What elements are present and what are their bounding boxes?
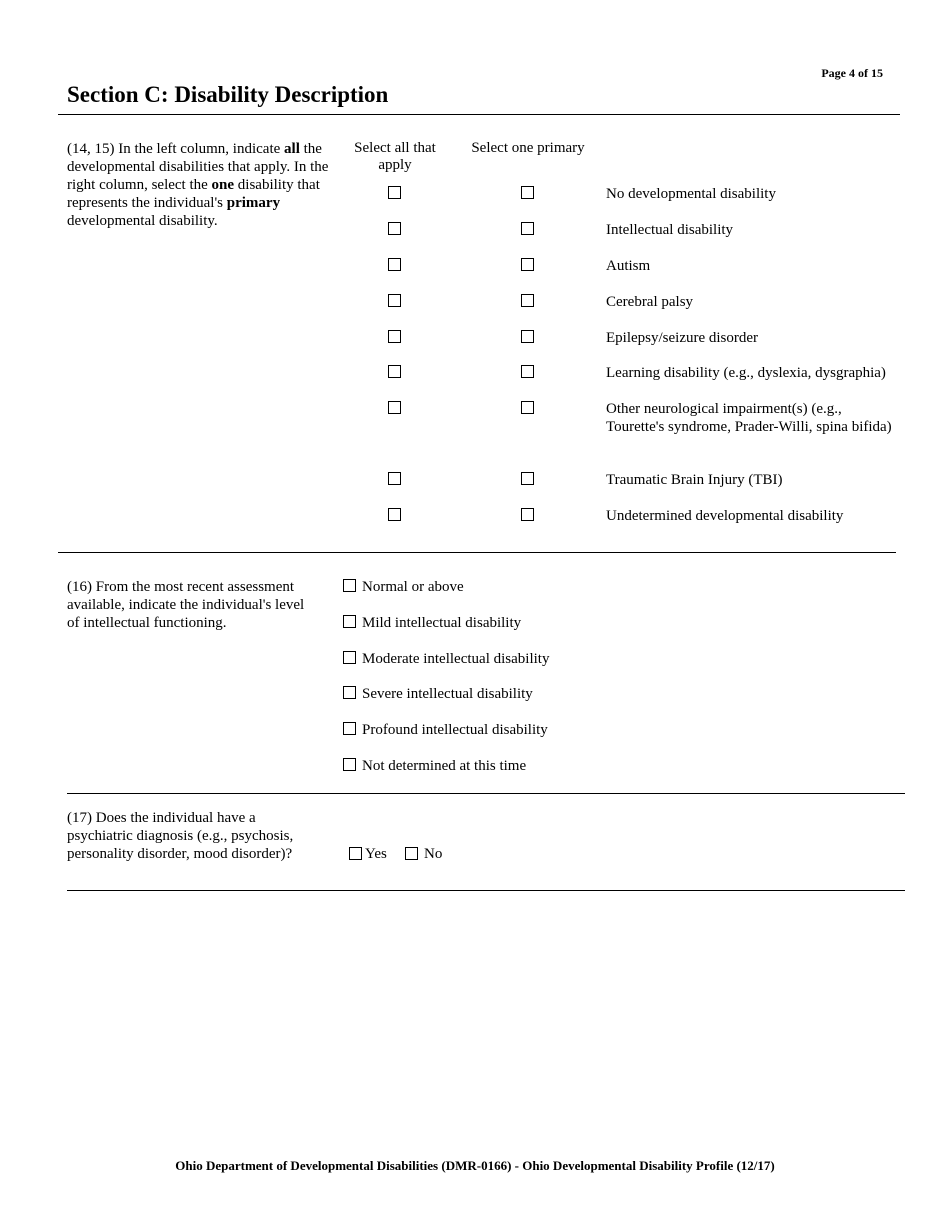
intellectual-level-checkbox[interactable] bbox=[343, 686, 356, 699]
select-all-checkbox[interactable] bbox=[388, 258, 401, 271]
disability-option-label: Autism bbox=[606, 258, 651, 274]
q16-divider bbox=[67, 793, 905, 794]
q14-15-prompt-part: all bbox=[284, 141, 300, 157]
select-all-checkbox[interactable] bbox=[388, 401, 401, 414]
section-title: Section C: Disability Description bbox=[67, 82, 389, 107]
intellectual-level-checkbox[interactable] bbox=[343, 722, 356, 735]
disability-option-label: Learning disability (e.g., dyslexia, dysgraphia) bbox=[606, 365, 886, 381]
select-all-checkbox[interactable] bbox=[388, 508, 401, 521]
q14-15-divider bbox=[58, 552, 896, 553]
select-all-checkbox[interactable] bbox=[388, 330, 401, 343]
select-all-checkbox[interactable] bbox=[388, 472, 401, 485]
select-primary-checkbox[interactable] bbox=[521, 294, 534, 307]
select-primary-checkbox[interactable] bbox=[521, 186, 534, 199]
intellectual-level-checkbox[interactable] bbox=[343, 579, 356, 592]
q14-15-prompt-part: primary bbox=[226, 195, 281, 211]
intellectual-level-label: Moderate intellectual disability bbox=[362, 650, 550, 667]
intellectual-level-label: Mild intellectual disability bbox=[362, 614, 522, 631]
q14-15-prompt-part: one bbox=[211, 177, 235, 193]
select-primary-checkbox[interactable] bbox=[521, 365, 534, 378]
q17-no-label: No bbox=[424, 846, 443, 862]
select-all-header: Select all that apply bbox=[354, 140, 436, 173]
select-primary-header: Select one primary bbox=[471, 140, 585, 156]
disability-option-label: Cerebral palsy bbox=[606, 294, 694, 310]
select-primary-checkbox[interactable] bbox=[521, 222, 534, 235]
intellectual-level-checkbox[interactable] bbox=[343, 651, 356, 664]
q14-15-prompt-part: the developmental disabilities that apply. In the right column, select the bbox=[67, 141, 329, 193]
intellectual-level-label: Profound intellectual disability bbox=[362, 722, 548, 739]
intellectual-level-checkbox[interactable] bbox=[343, 615, 356, 628]
select-primary-checkbox[interactable] bbox=[521, 258, 534, 271]
disability-option-label: Other neurological impairment(s) (e.g., Tourette's syndrome, Prader-Willi, spina bifida) bbox=[606, 401, 892, 435]
intellectual-level-label: Normal or above bbox=[362, 579, 464, 595]
select-primary-checkbox[interactable] bbox=[521, 472, 534, 485]
intellectual-level-checkbox[interactable] bbox=[343, 758, 356, 771]
q14-15-prompt-part: (14, 15) In the left column, indicate bbox=[67, 141, 285, 157]
page-number: Page 4 of 15 bbox=[821, 66, 883, 80]
q17-yes-label: Yes bbox=[365, 846, 387, 862]
q16-prompt: (16) From the most recent assessment available, indicate the individual's level of intellectual functioning. bbox=[67, 579, 305, 631]
disability-option-label: Intellectual disability bbox=[606, 222, 734, 238]
disability-option-label: Epilepsy/seizure disorder bbox=[606, 330, 759, 346]
select-all-checkbox[interactable] bbox=[388, 186, 401, 199]
q14-15-prompt bbox=[67, 140, 329, 230]
q14-15-prompt-part: developmental disability. bbox=[67, 213, 218, 229]
select-all-checkbox[interactable] bbox=[388, 365, 401, 378]
q17-prompt: (17) Does the individual have a psychiatric diagnosis (e.g., psychosis, personality disorder, mood disorder)? bbox=[67, 810, 294, 862]
select-all-checkbox[interactable] bbox=[388, 294, 401, 307]
q14-15-prompt-part: disability that represents the individual's bbox=[67, 177, 320, 211]
q17-no-checkbox[interactable] bbox=[405, 847, 418, 860]
q17-divider bbox=[67, 890, 905, 891]
disability-option-label: No developmental disability bbox=[606, 186, 776, 202]
title-divider bbox=[58, 114, 900, 115]
disability-option-label: Undetermined developmental disability bbox=[606, 508, 844, 524]
disability-option-label: Traumatic Brain Injury (TBI) bbox=[606, 472, 783, 488]
intellectual-level-label: Not determined at this time bbox=[362, 758, 527, 774]
select-primary-checkbox[interactable] bbox=[521, 401, 534, 414]
select-primary-checkbox[interactable] bbox=[521, 508, 534, 521]
intellectual-level-label: Severe intellectual disability bbox=[362, 686, 533, 703]
footer: Ohio Department of Developmental Disabilities (DMR-0166) - Ohio Developmental Disability Profile (12/17) bbox=[175, 1158, 775, 1173]
select-primary-checkbox[interactable] bbox=[521, 330, 534, 343]
select-all-checkbox[interactable] bbox=[388, 222, 401, 235]
q17-yes-checkbox[interactable] bbox=[349, 847, 362, 860]
